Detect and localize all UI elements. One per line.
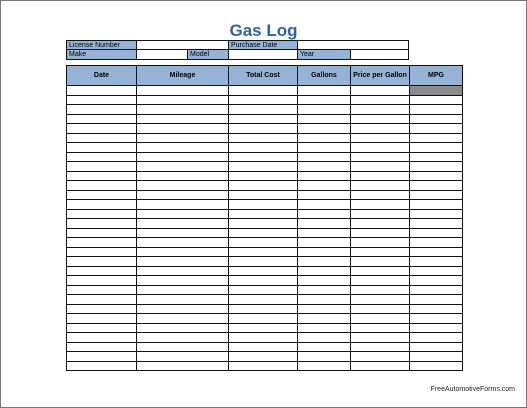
table-row	[67, 152, 463, 162]
cell-mileage[interactable]	[137, 314, 229, 324]
cell-date[interactable]	[67, 181, 137, 191]
cell-gallons[interactable]	[298, 314, 351, 324]
cell-price-per-gallon[interactable]	[351, 352, 410, 362]
cell-mpg[interactable]	[410, 152, 463, 162]
table-row	[67, 190, 463, 200]
cell-mpg[interactable]	[410, 295, 463, 305]
cell-mileage[interactable]	[137, 276, 229, 286]
cell-date[interactable]	[67, 143, 137, 153]
cell-mpg[interactable]	[410, 124, 463, 134]
table-row	[67, 200, 463, 210]
cell-mileage[interactable]	[137, 238, 229, 248]
cell-mpg[interactable]	[410, 228, 463, 238]
cell-price-per-gallon[interactable]	[351, 247, 410, 257]
footer-source: FreeAutomotiveForms.com	[430, 386, 515, 393]
cell-gallons[interactable]	[298, 333, 351, 343]
cell-mileage[interactable]	[137, 95, 229, 105]
cell-gallons[interactable]	[298, 190, 351, 200]
cell-date[interactable]	[67, 95, 137, 105]
cell-total-cost[interactable]	[229, 342, 298, 352]
cell-price-per-gallon[interactable]	[351, 314, 410, 324]
cell-price-per-gallon[interactable]	[351, 257, 410, 267]
cell-mpg[interactable]	[410, 181, 463, 191]
cell-price-per-gallon[interactable]	[351, 361, 410, 371]
column-header-mpg: MPG	[410, 66, 463, 86]
cell-date[interactable]	[67, 257, 137, 267]
cell-date[interactable]	[67, 114, 137, 124]
cell-price-per-gallon[interactable]	[351, 143, 410, 153]
cell-mpg[interactable]	[410, 257, 463, 267]
cell-mileage[interactable]	[137, 143, 229, 153]
cell-mpg[interactable]	[410, 276, 463, 286]
cell-date[interactable]	[67, 352, 137, 362]
cell-mileage[interactable]	[137, 295, 229, 305]
cell-total-cost[interactable]	[229, 143, 298, 153]
license-number-label: License Number	[66, 40, 137, 50]
cell-date[interactable]	[67, 133, 137, 143]
table-row	[67, 238, 463, 248]
cell-price-per-gallon[interactable]	[351, 295, 410, 305]
cell-mpg[interactable]	[410, 209, 463, 219]
cell-mpg[interactable]	[410, 143, 463, 153]
cell-date[interactable]	[67, 266, 137, 276]
cell-gallons[interactable]	[298, 105, 351, 115]
table-row	[67, 86, 463, 96]
cell-gallons[interactable]	[298, 209, 351, 219]
cell-price-per-gallon[interactable]	[351, 342, 410, 352]
cell-price-per-gallon[interactable]	[351, 266, 410, 276]
cell-date[interactable]	[67, 323, 137, 333]
cell-price-per-gallon[interactable]	[351, 114, 410, 124]
purchase-date-label: Purchase Date	[228, 40, 298, 50]
cell-price-per-gallon[interactable]	[351, 171, 410, 181]
year-label: Year	[297, 49, 351, 60]
cell-date[interactable]	[67, 247, 137, 257]
cell-date[interactable]	[67, 200, 137, 210]
cell-price-per-gallon[interactable]	[351, 238, 410, 248]
cell-date[interactable]	[67, 228, 137, 238]
cell-gallons[interactable]	[298, 228, 351, 238]
cell-total-cost[interactable]	[229, 361, 298, 371]
cell-mileage[interactable]	[137, 162, 229, 172]
cell-price-per-gallon[interactable]	[351, 209, 410, 219]
cell-price-per-gallon[interactable]	[351, 95, 410, 105]
make-field[interactable]	[136, 49, 188, 60]
cell-date[interactable]	[67, 314, 137, 324]
cell-mileage[interactable]	[137, 124, 229, 134]
cell-mileage[interactable]	[137, 209, 229, 219]
cell-date[interactable]	[67, 342, 137, 352]
table-row	[67, 114, 463, 124]
cell-total-cost[interactable]	[229, 162, 298, 172]
table-row	[67, 105, 463, 115]
column-header-total-cost: Total Cost	[229, 66, 298, 86]
cell-mileage[interactable]	[137, 228, 229, 238]
cell-mpg[interactable]	[410, 352, 463, 362]
cell-mileage[interactable]	[137, 114, 229, 124]
cell-gallons[interactable]	[298, 124, 351, 134]
cell-total-cost[interactable]	[229, 266, 298, 276]
cell-gallons[interactable]	[298, 304, 351, 314]
vehicle-info	[66, 40, 409, 60]
cell-mileage[interactable]	[137, 133, 229, 143]
cell-date[interactable]	[67, 304, 137, 314]
cell-total-cost[interactable]	[229, 133, 298, 143]
cell-total-cost[interactable]	[229, 304, 298, 314]
cell-gallons[interactable]	[298, 238, 351, 248]
cell-gallons[interactable]	[298, 200, 351, 210]
cell-mpg[interactable]	[410, 95, 463, 105]
cell-mpg[interactable]	[410, 190, 463, 200]
cell-date[interactable]	[67, 162, 137, 172]
column-header-date: Date	[67, 66, 137, 86]
cell-mileage[interactable]	[137, 105, 229, 115]
cell-date[interactable]	[67, 190, 137, 200]
cell-total-cost[interactable]	[229, 228, 298, 238]
table-row	[67, 143, 463, 153]
cell-price-per-gallon[interactable]	[351, 323, 410, 333]
cell-total-cost[interactable]	[229, 247, 298, 257]
cell-total-cost[interactable]	[229, 352, 298, 362]
table-row	[67, 352, 463, 362]
year-field[interactable]	[350, 49, 409, 60]
cell-date[interactable]	[67, 86, 137, 96]
table-row	[67, 342, 463, 352]
table-row	[67, 266, 463, 276]
cell-gallons[interactable]	[298, 342, 351, 352]
cell-price-per-gallon[interactable]	[351, 304, 410, 314]
cell-mileage[interactable]	[137, 304, 229, 314]
cell-mileage[interactable]	[137, 333, 229, 343]
cell-gallons[interactable]	[298, 295, 351, 305]
cell-date[interactable]	[67, 124, 137, 134]
cell-mileage[interactable]	[137, 361, 229, 371]
cell-gallons[interactable]	[298, 86, 351, 96]
cell-mileage[interactable]	[137, 219, 229, 229]
cell-gallons[interactable]	[298, 247, 351, 257]
cell-date[interactable]	[67, 276, 137, 286]
cell-mpg[interactable]	[410, 314, 463, 324]
table-row	[67, 228, 463, 238]
cell-date[interactable]	[67, 209, 137, 219]
cell-mpg[interactable]	[410, 323, 463, 333]
cell-total-cost[interactable]	[229, 295, 298, 305]
cell-price-per-gallon[interactable]	[351, 181, 410, 191]
gas-log-table	[66, 65, 463, 371]
cell-mpg[interactable]	[410, 238, 463, 248]
cell-mileage[interactable]	[137, 200, 229, 210]
cell-date[interactable]	[67, 171, 137, 181]
cell-price-per-gallon[interactable]	[351, 86, 410, 96]
cell-gallons[interactable]	[298, 285, 351, 295]
cell-total-cost[interactable]	[229, 285, 298, 295]
column-header-price-per-gallon: Price per Gallon	[351, 66, 410, 86]
cell-gallons[interactable]	[298, 133, 351, 143]
cell-price-per-gallon[interactable]	[351, 124, 410, 134]
cell-total-cost[interactable]	[229, 323, 298, 333]
cell-mpg[interactable]	[410, 266, 463, 276]
cell-mileage[interactable]	[137, 247, 229, 257]
cell-mpg[interactable]	[410, 114, 463, 124]
cell-gallons[interactable]	[298, 323, 351, 333]
cell-price-per-gallon[interactable]	[351, 105, 410, 115]
table-row	[67, 133, 463, 143]
table-row	[67, 95, 463, 105]
cell-gallons[interactable]	[298, 143, 351, 153]
cell-date[interactable]	[67, 105, 137, 115]
cell-gallons[interactable]	[298, 95, 351, 105]
cell-mileage[interactable]	[137, 86, 229, 96]
model-label: Model	[187, 49, 229, 60]
cell-price-per-gallon[interactable]	[351, 228, 410, 238]
table-row	[67, 314, 463, 324]
cell-price-per-gallon[interactable]	[351, 190, 410, 200]
make-label: Make	[66, 49, 137, 60]
cell-mileage[interactable]	[137, 266, 229, 276]
cell-gallons[interactable]	[298, 219, 351, 229]
cell-gallons[interactable]	[298, 266, 351, 276]
cell-total-cost[interactable]	[229, 124, 298, 134]
cell-total-cost[interactable]	[229, 114, 298, 124]
cell-price-per-gallon[interactable]	[351, 276, 410, 286]
table-row	[67, 124, 463, 134]
cell-mpg[interactable]	[410, 285, 463, 295]
column-header-mileage: Mileage	[137, 66, 229, 86]
cell-mileage[interactable]	[137, 257, 229, 267]
table-row	[67, 323, 463, 333]
cell-mileage[interactable]	[137, 181, 229, 191]
cell-gallons[interactable]	[298, 361, 351, 371]
cell-mpg[interactable]	[410, 162, 463, 172]
table-row	[67, 361, 463, 371]
cell-date[interactable]	[67, 285, 137, 295]
cell-mpg[interactable]	[410, 333, 463, 343]
cell-price-per-gallon[interactable]	[351, 162, 410, 172]
cell-date[interactable]	[67, 219, 137, 229]
cell-gallons[interactable]	[298, 152, 351, 162]
table-row	[67, 333, 463, 343]
cell-gallons[interactable]	[298, 114, 351, 124]
cell-mpg[interactable]	[410, 200, 463, 210]
cell-total-cost[interactable]	[229, 152, 298, 162]
cell-mpg[interactable]	[410, 171, 463, 181]
cell-total-cost[interactable]	[229, 105, 298, 115]
cell-price-per-gallon[interactable]	[351, 219, 410, 229]
table-row	[67, 276, 463, 286]
cell-mpg[interactable]	[410, 247, 463, 257]
cell-mpg[interactable]	[410, 133, 463, 143]
cell-total-cost[interactable]	[229, 314, 298, 324]
page-title: Gas Log	[229, 21, 298, 40]
table-row	[67, 171, 463, 181]
cell-gallons[interactable]	[298, 181, 351, 191]
cell-mileage[interactable]	[137, 171, 229, 181]
cell-total-cost[interactable]	[229, 276, 298, 286]
cell-total-cost[interactable]	[229, 95, 298, 105]
cell-price-per-gallon[interactable]	[351, 152, 410, 162]
cell-price-per-gallon[interactable]	[351, 200, 410, 210]
cell-mpg[interactable]	[410, 86, 463, 96]
column-header-gallons: Gallons	[298, 66, 351, 86]
cell-mileage[interactable]	[137, 285, 229, 295]
cell-mileage[interactable]	[137, 352, 229, 362]
cell-mpg[interactable]	[410, 304, 463, 314]
cell-mpg[interactable]	[410, 219, 463, 229]
cell-date[interactable]	[67, 152, 137, 162]
cell-mileage[interactable]	[137, 190, 229, 200]
cell-date[interactable]	[67, 361, 137, 371]
table-header-row	[67, 66, 463, 86]
table-row	[67, 209, 463, 219]
table-row	[67, 304, 463, 314]
cell-price-per-gallon[interactable]	[351, 333, 410, 343]
cell-total-cost[interactable]	[229, 171, 298, 181]
cell-total-cost[interactable]	[229, 333, 298, 343]
cell-total-cost[interactable]	[229, 257, 298, 267]
cell-price-per-gallon[interactable]	[351, 285, 410, 295]
table-row	[67, 295, 463, 305]
cell-gallons[interactable]	[298, 171, 351, 181]
cell-gallons[interactable]	[298, 162, 351, 172]
cell-mpg[interactable]	[410, 361, 463, 371]
cell-mileage[interactable]	[137, 342, 229, 352]
table-row	[67, 181, 463, 191]
cell-date[interactable]	[67, 295, 137, 305]
model-field[interactable]	[228, 49, 298, 60]
cell-total-cost[interactable]	[229, 190, 298, 200]
cell-mpg[interactable]	[410, 342, 463, 352]
cell-total-cost[interactable]	[229, 209, 298, 219]
table-row	[67, 162, 463, 172]
cell-total-cost[interactable]	[229, 200, 298, 210]
cell-mileage[interactable]	[137, 323, 229, 333]
cell-gallons[interactable]	[298, 352, 351, 362]
cell-date[interactable]	[67, 333, 137, 343]
cell-total-cost[interactable]	[229, 219, 298, 229]
cell-mileage[interactable]	[137, 152, 229, 162]
table-body	[67, 86, 463, 371]
cell-total-cost[interactable]	[229, 238, 298, 248]
table-row	[67, 257, 463, 267]
cell-gallons[interactable]	[298, 276, 351, 286]
table-row	[67, 247, 463, 257]
table-row	[67, 285, 463, 295]
cell-gallons[interactable]	[298, 257, 351, 267]
table-row	[67, 219, 463, 229]
cell-date[interactable]	[67, 238, 137, 248]
cell-mpg[interactable]	[410, 105, 463, 115]
cell-price-per-gallon[interactable]	[351, 133, 410, 143]
cell-total-cost[interactable]	[229, 181, 298, 191]
cell-total-cost[interactable]	[229, 86, 298, 96]
